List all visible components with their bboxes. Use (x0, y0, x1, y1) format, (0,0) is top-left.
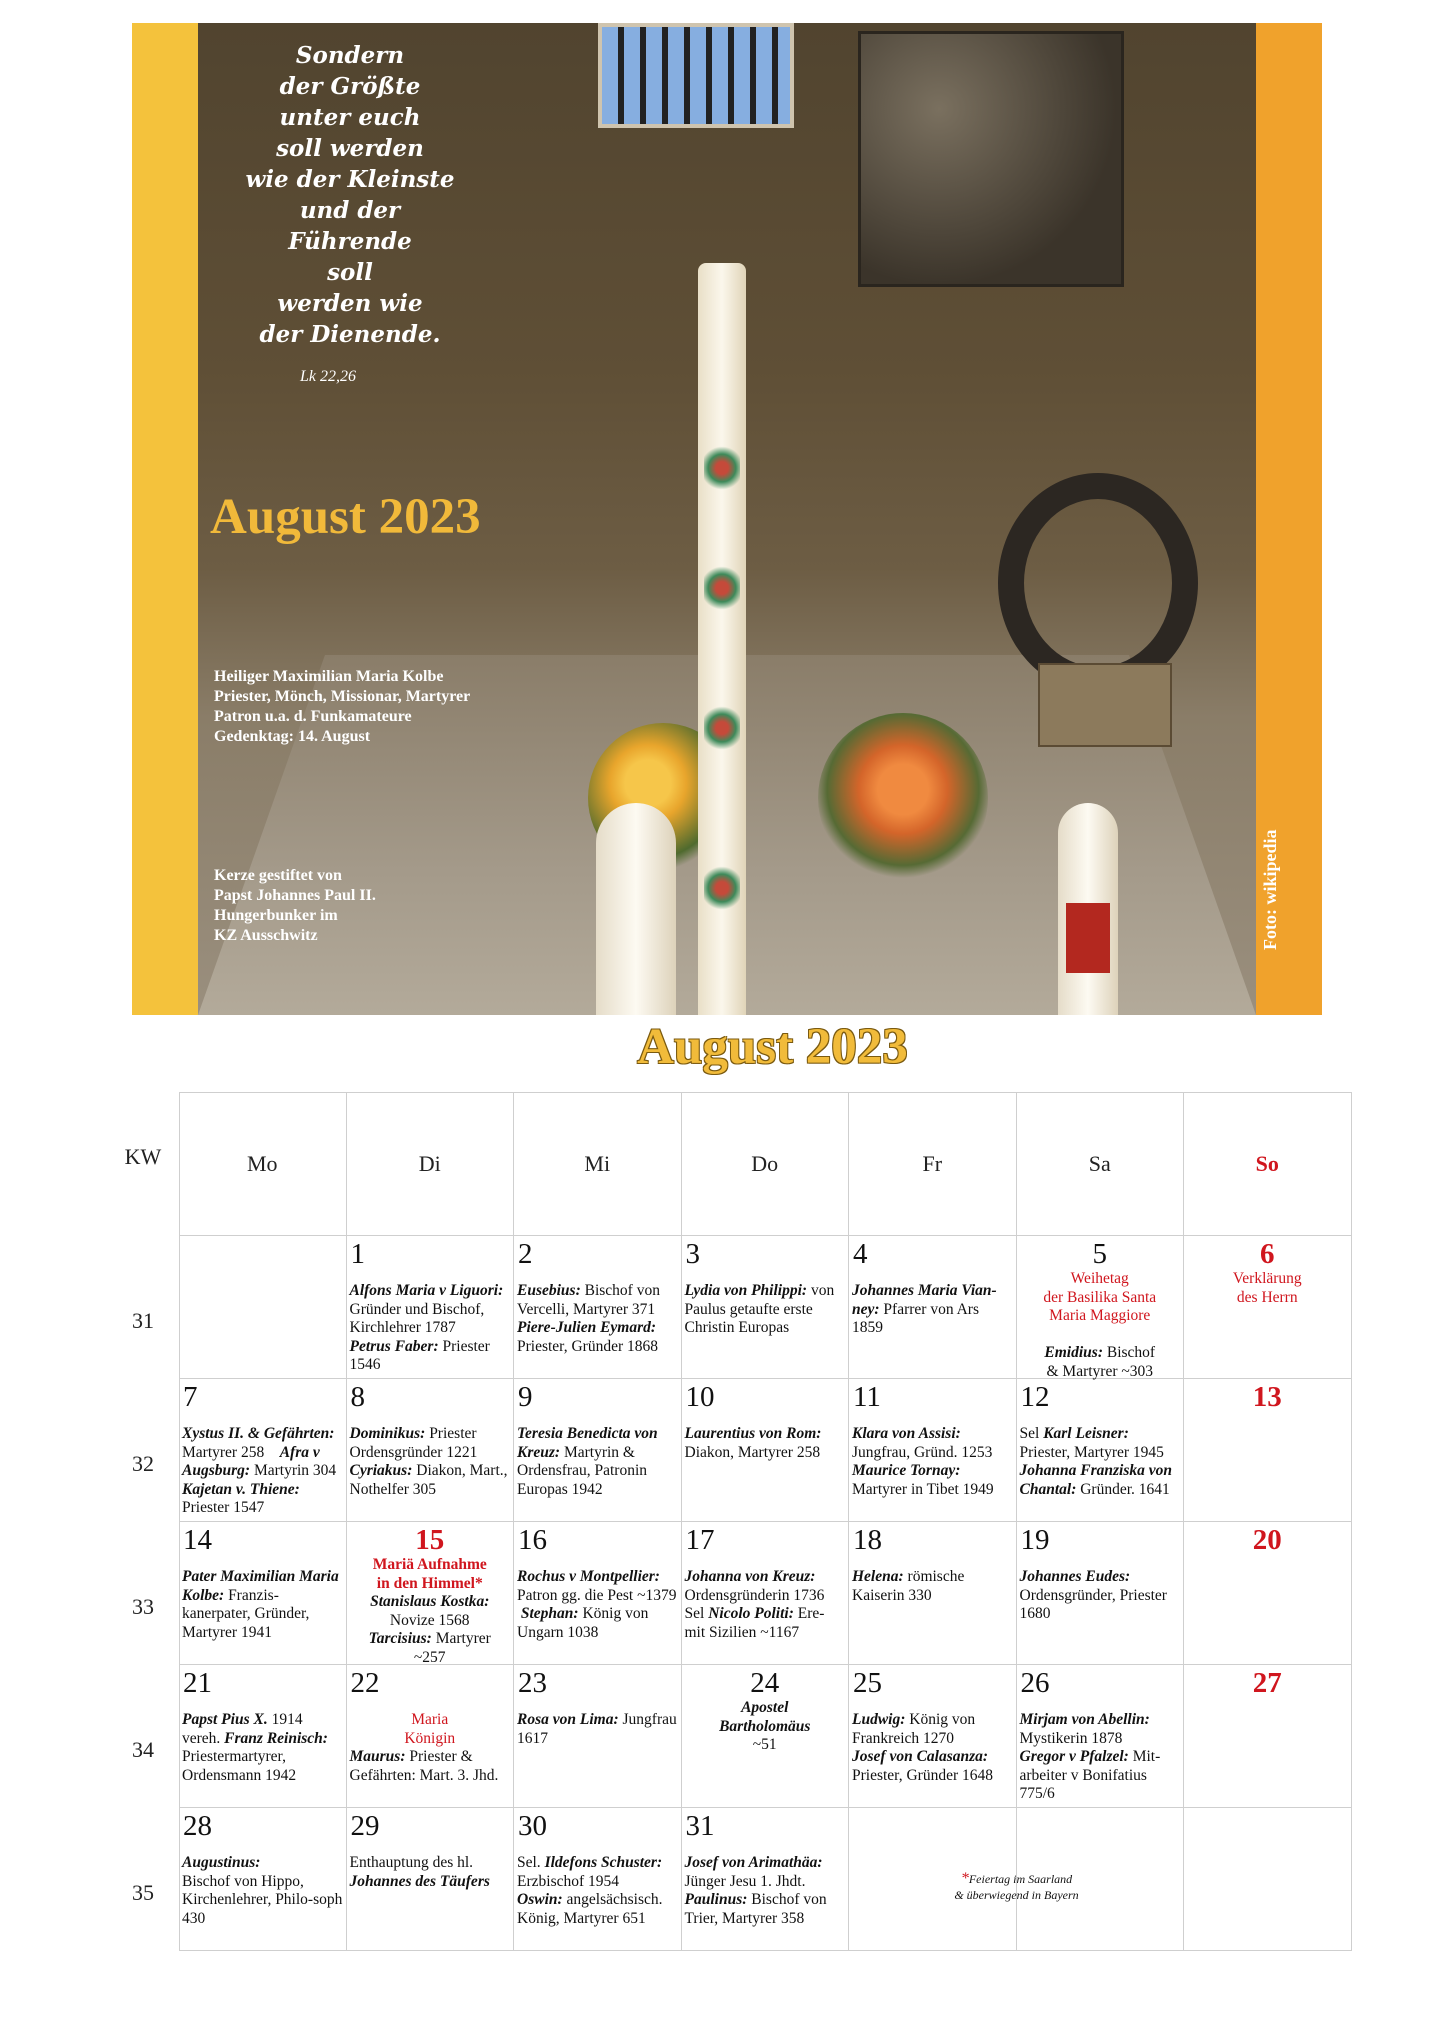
day-cell-20 (1184, 1522, 1352, 1665)
day-entry-text: Pater Maximilian Maria Kolbe: Franzis-kanerpater, Gründer, Martyrer 1941 (182, 1568, 339, 1641)
day-cell-5 (1017, 1236, 1185, 1379)
candle-ornament (704, 863, 740, 913)
week-number: 34 (132, 1737, 154, 1762)
day-number: 20 (1252, 1524, 1282, 1556)
day-cell-30 (514, 1808, 682, 1951)
day-cell-8 (347, 1379, 515, 1522)
day-cell-28 (179, 1808, 347, 1951)
day-number: 26 (1020, 1667, 1050, 1699)
day-cell-18 (849, 1522, 1017, 1665)
day-number: 22 (350, 1667, 380, 1699)
day-cell-31 (682, 1808, 850, 1951)
day-number: 27 (1252, 1667, 1282, 1699)
day-cell-14 (179, 1522, 347, 1665)
day-cell-24 (682, 1665, 850, 1808)
memorial-wreath (998, 473, 1198, 693)
day-entry-text: Teresia Benedicta von Kreuz: Martyrin & Ordensfrau, Patronin Europas 1942 (517, 1425, 658, 1498)
red-cross-decoration (1066, 903, 1110, 973)
day-number: 18 (853, 1524, 882, 1556)
day-number: 8 (350, 1381, 365, 1413)
photo-month-title: August 2023 (210, 489, 481, 545)
day-cell-23 (514, 1665, 682, 1808)
day-entry-text: Mariä Aufnahme in den Himmel* Stanislaus Kostka: Novize 1568 Tarcisius: Martyrer ~257 (368, 1556, 491, 1666)
day-entry-text: Alfons Maria v Liguori: Gründer und Bischof, Kirchlehrer 1787 Petrus Faber: Priester 1546 (349, 1282, 504, 1373)
day-number: 11 (853, 1381, 881, 1413)
verse-reference: Lk 22,26 (300, 368, 356, 385)
day-entry-text: Enthauptung des hl. Johannes des Täufers (349, 1854, 490, 1890)
day-entry-text: Xystus II. & Gefährten: Martyrer 258 Afra v Augsburg: Martyrin 304 Kajetan v. Thiene: Priester 1547 (182, 1425, 337, 1516)
bible-verse: Sondern der Größte unter euch soll werden wie der Kleinste und der Führende soll werden wie der Dienende. (245, 42, 455, 348)
day-cell-22 (347, 1665, 515, 1808)
weekday-header-do: Do (682, 1092, 850, 1236)
day-cell-19 (1017, 1522, 1185, 1665)
weekday-header-fr: Fr (849, 1092, 1017, 1236)
day-entry-text: Ludwig: König von Frankreich 1270 Josef von Calasanza: Priester, Gründer 1648 (852, 1711, 993, 1784)
day-number: 15 (415, 1524, 445, 1556)
day-number: 1 (350, 1238, 365, 1270)
day-number: 24 (750, 1667, 780, 1699)
day-number: 10 (685, 1381, 715, 1413)
day-cell-1 (347, 1236, 515, 1379)
day-number: 7 (183, 1381, 198, 1413)
day-cell-16 (514, 1522, 682, 1665)
day-number: 21 (183, 1667, 212, 1699)
day-cell-7 (179, 1379, 347, 1522)
day-number: 5 (1092, 1238, 1107, 1270)
day-number: 31 (685, 1810, 715, 1842)
day-cell-4 (849, 1236, 1017, 1379)
day-entry-text: Eusebius: Bischof von Vercelli, Martyrer 371 Piere-Julien Eymard: Priester, Gründer 1868 (517, 1282, 660, 1355)
week-number: 35 (132, 1880, 154, 1905)
day-entry-text: Johanna von Kreuz: Ordensgründerin 1736 Sel Nicolo Politi: Ere-mit Sizilien ~1167 (684, 1568, 825, 1641)
day-number: 12 (1020, 1381, 1050, 1413)
day-entry-text: Lydia von Philippi: von Paulus getaufte erste Christin Europas (684, 1282, 835, 1336)
saint-caption: Heiliger Maximilian Maria Kolbe Priester, Mönch, Missionar, Martyrer Patron u.a. d. Funkamateure Gedenktag: 14. August (214, 668, 471, 745)
weekday-header-mo: Mo (179, 1092, 347, 1236)
week-number: 31 (132, 1308, 154, 1333)
day-entry-text: Verklärung des Herrn (1232, 1270, 1302, 1306)
day-cell-13 (1184, 1379, 1352, 1522)
day-cell-15 (347, 1522, 515, 1665)
footnote-text: Feiertag im Saarland & überwiegend in Bayern (954, 1872, 1079, 1902)
barred-window (598, 23, 794, 128)
day-cell-29 (347, 1808, 515, 1951)
day-entry-text: Mirjam von Abellin: Mystikerin 1878 Gregor v Pfalzel: Mit-arbeiter v Bonifatius 775/6 (1019, 1711, 1161, 1802)
day-entry-text: Rosa von Lima: Jungfrau 1617 (517, 1711, 677, 1747)
weekday-header-so: So (1184, 1092, 1352, 1236)
day-number: 28 (183, 1810, 212, 1842)
orange-roses (818, 713, 988, 883)
day-number: 6 (1260, 1238, 1275, 1270)
weekday-header-di: Di (347, 1092, 515, 1236)
day-entry-text: Johannes Maria Vian-ney: Pfarrer von Ars 1859 (852, 1282, 997, 1336)
kw-header: KW (124, 1144, 162, 1169)
white-candle-left (596, 803, 676, 1015)
paschal-candle (698, 263, 746, 1015)
day-entry-text: Laurentius von Rom: Diakon, Martyrer 258 (684, 1425, 822, 1461)
day-entry-text: Sel. Ildefons Schuster: Erzbischof 1954 Oswin: angelsächsisch. König, Martyrer 651 (517, 1854, 663, 1927)
day-number: 19 (1020, 1524, 1050, 1556)
day-cell-6 (1184, 1236, 1352, 1379)
day-cell-3 (682, 1236, 850, 1379)
holiday-footnote (849, 1870, 1184, 1903)
day-entry-text: Papst Pius X. 1914 vereh. Franz Reinisch: Priestermartyrer, Ordensmann 1942 (182, 1711, 328, 1784)
day-number: 30 (518, 1810, 547, 1842)
day-number: 13 (1252, 1381, 1282, 1413)
day-cell-27 (1184, 1665, 1352, 1808)
day-entry-text: Weihetag der Basilika Santa Maria Maggiore Emidius: Bischof & Martyrer ~303 (1043, 1270, 1157, 1380)
day-entry-text: Josef von Arimathäa: Jünger Jesu 1. Jhdt. Paulinus: Bischof von Trier, Martyrer 358 (684, 1854, 827, 1927)
empty-day-cell (1184, 1808, 1352, 1951)
footnote-star: * (960, 1870, 969, 1887)
day-entry-text: Klara von Assisi: Jungfrau, Gründ. 1253 Maurice Tornay: Martyrer in Tibet 1949 (852, 1425, 994, 1498)
day-number: 2 (518, 1238, 533, 1270)
day-entry-text: Maria Königin Maurus: Priester & Gefährten: Mart. 3. Jhd. (349, 1711, 499, 1784)
day-entry-text: Dominikus: Priester Ordensgründer 1221 Cyriakus: Diakon, Mart., Nothelfer 305 (349, 1425, 508, 1498)
day-number: 23 (518, 1667, 547, 1699)
day-cell-26 (1017, 1665, 1185, 1808)
day-cell-10 (682, 1379, 850, 1522)
day-cell-2 (514, 1236, 682, 1379)
day-number: 25 (853, 1667, 882, 1699)
weekday-header-mi: Mi (514, 1092, 682, 1236)
calendar-title: August 2023 (637, 1019, 908, 1075)
day-cell-25 (849, 1665, 1017, 1808)
day-number: 17 (685, 1524, 715, 1556)
empty-day-cell (179, 1236, 347, 1379)
day-entry-text: Apostel Bartholomäus ~51 (719, 1699, 811, 1753)
day-number: 14 (183, 1524, 212, 1556)
candle-caption: Kerze gestiftet von Papst Johannes Paul II. Hungerbunker im KZ Ausschwitz (214, 867, 376, 944)
day-cell-17 (682, 1522, 850, 1665)
day-cell-11 (849, 1379, 1017, 1522)
week-number: 32 (132, 1451, 154, 1476)
photo-credit: Foto: wikipedia (1260, 829, 1280, 950)
day-number: 4 (853, 1238, 868, 1270)
candle-ornament (704, 443, 740, 493)
left-color-stripe (132, 23, 198, 1015)
day-cell-21 (179, 1665, 347, 1808)
day-number: 16 (518, 1524, 547, 1556)
day-entry-text: Johannes Eudes: Ordensgründer, Priester 1680 (1019, 1568, 1167, 1622)
candle-ornament (704, 563, 740, 613)
day-number: 29 (350, 1810, 380, 1842)
day-entry-text: Sel Karl Leisner: Priester, Martyrer 1945 Johanna Franziska von Chantal: Gründer. 1641 (1019, 1425, 1172, 1498)
wreath-plaque (1038, 663, 1172, 747)
day-entry-text: Augustinus: Bischof von Hippo, Kirchenlehrer, Philo-soph 430 (182, 1854, 343, 1927)
day-cell-9 (514, 1379, 682, 1522)
bronze-relief-plaque (858, 31, 1124, 287)
day-number: 3 (685, 1238, 700, 1270)
day-entry-text: Rochus v Montpellier: Patron gg. die Pest ~1379 Stephan: König von Ungarn 1038 (517, 1568, 677, 1641)
day-number: 9 (518, 1381, 533, 1413)
week-number: 33 (132, 1594, 154, 1619)
candle-ornament (704, 703, 740, 753)
weekday-header-sa: Sa (1017, 1092, 1185, 1236)
day-entry-text: Helena: römische Kaiserin 330 (852, 1568, 965, 1604)
day-cell-12 (1017, 1379, 1185, 1522)
